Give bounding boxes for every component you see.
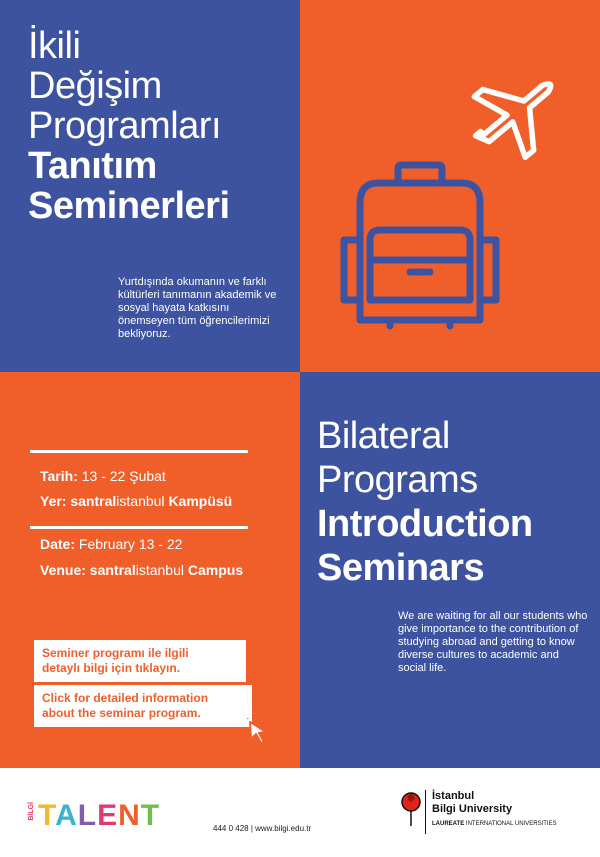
button-line: Seminer programı ile ilgili: [42, 646, 189, 660]
divider-mid: [30, 526, 248, 529]
venue-line: [40, 561, 243, 579]
talent-letter: T: [140, 799, 161, 832]
laureate-rest: INTERNATIONAL UNIVERSITIES: [464, 821, 557, 827]
title-tr-line: Programları: [28, 105, 221, 147]
yer-line: [40, 492, 232, 510]
english-description: We are waiting for all our students who give importance to the contribution of studying abroad and getting to know diverse cultures to academic and social life.: [398, 610, 588, 674]
uni-line-1: İstanbul: [432, 790, 475, 802]
talent-letter: A: [55, 799, 78, 832]
tarih-value: 13 - 22 Şubat: [81, 468, 166, 484]
pointer-cursor-icon: [246, 718, 272, 746]
seminar-info-button-tr[interactable]: [34, 640, 246, 682]
yer-venue-bold: santral: [70, 493, 117, 509]
venue-label: Venue:: [40, 562, 86, 578]
title-en-line: Bilateral: [317, 415, 450, 457]
title-tr-line: İkili: [28, 25, 81, 67]
seminar-info-button-en[interactable]: [34, 685, 252, 727]
title-en-bold-line: Introduction: [317, 503, 533, 545]
venue-light: istanbul: [135, 562, 184, 578]
talent-letter: N: [118, 799, 141, 832]
tarih-line: [40, 467, 166, 485]
talent-word: [38, 800, 160, 832]
logo-divider: [425, 790, 426, 834]
university-emblem-icon: [400, 788, 422, 828]
uni-line-2: Bilgi University: [432, 803, 513, 815]
venue-bold: santral: [89, 562, 136, 578]
title-en-line: Programs: [317, 459, 478, 501]
talent-letter: T: [38, 799, 56, 832]
button-line: about the seminar program.: [42, 706, 201, 720]
talent-letter: L: [77, 799, 98, 832]
laureate-label: LAUREATE: [432, 821, 465, 827]
talent-letter: E: [97, 799, 119, 832]
yer-label: Yer:: [40, 493, 67, 509]
yer-suffix: Kampüsü: [168, 493, 233, 509]
button-line: Click for detailed information: [42, 691, 209, 705]
title-tr-bold-line: Tanıtım: [28, 145, 157, 187]
turkish-title: [28, 26, 230, 226]
date-line: [40, 535, 182, 553]
yer-venue-light: istanbul: [116, 493, 165, 509]
backpack-icon: [340, 160, 500, 330]
talent-prefix: BİLGİ: [28, 802, 35, 821]
university-name: [432, 790, 557, 829]
contact-info[interactable]: 444 0 428 | www.bilgi.edu.tr: [213, 824, 312, 833]
date-value: February 13 - 22: [78, 536, 183, 552]
title-tr-line: Değişim: [28, 65, 162, 107]
venue-suffix: Campus: [187, 562, 244, 578]
title-tr-bold-line: Seminerleri: [28, 185, 230, 227]
divider-top: [30, 450, 248, 453]
title-en-bold-line: Seminars: [317, 547, 485, 589]
uni-line-3: [432, 819, 557, 829]
english-title: [317, 414, 533, 590]
date-label: Date:: [40, 536, 76, 552]
turkish-description: Yurtdışında okumanın ve farklı kültürleri tanımanın akademik ve sosyal hayata katkısını önemseyen tüm öğrencilerimizi bekliyoruz.: [118, 276, 277, 340]
button-line: detaylı bilgi için tıklayın.: [42, 661, 181, 675]
airplane-icon: [465, 55, 575, 165]
tarih-label: Tarih:: [40, 468, 78, 484]
